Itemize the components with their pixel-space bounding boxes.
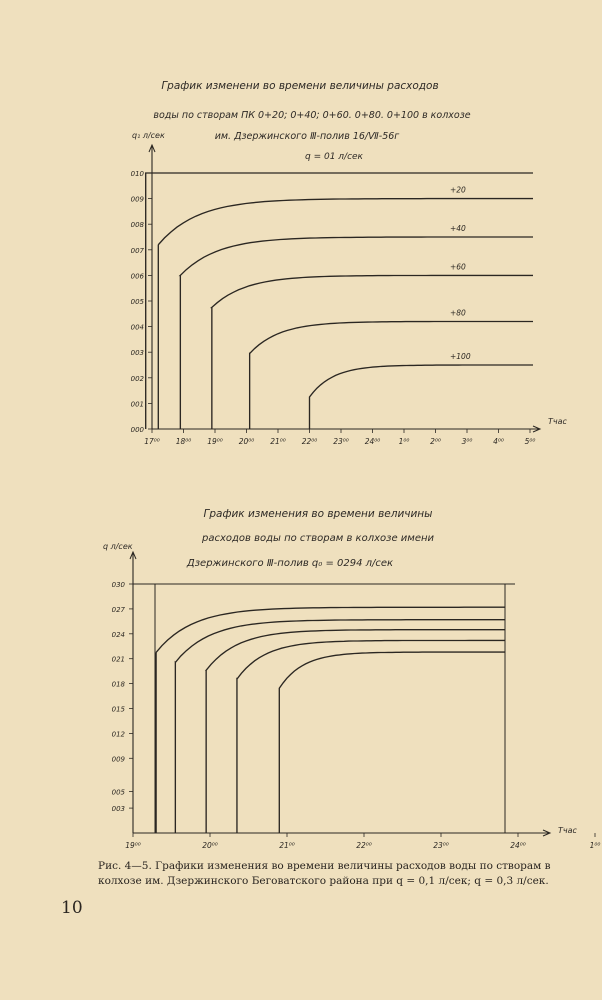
c1-series-line bbox=[180, 237, 533, 429]
c1-x-tick-label: 21⁰⁰ bbox=[270, 437, 286, 446]
c1-series-label: +80 bbox=[450, 308, 466, 318]
c1-y-tick-label: 009 bbox=[130, 195, 144, 204]
c1-x-tick-label: 24⁰⁰ bbox=[364, 437, 381, 446]
c1-x-tick-label: 20⁰⁰ bbox=[238, 437, 255, 446]
chart1-title-line-3: им. Дзержинского Ⅲ-полив 16/Ⅶ-56г bbox=[214, 131, 400, 142]
c2-y-tick-label: 021 bbox=[111, 655, 125, 664]
c2-y-tick-label: 003 bbox=[111, 805, 125, 814]
figure-caption: Рис. 4—5. Графики изменения во времени величины расходов воды по створам в колхозе им. Дзержинского Беговатского района при q = 0,1 л/сек; q = 0,3 л/сек. bbox=[98, 860, 551, 887]
c1-y-tick-label: 005 bbox=[130, 298, 144, 306]
c1-y-tick-label: 007 bbox=[130, 246, 144, 255]
c1-x-tick-label: 22⁰⁰ bbox=[301, 437, 318, 446]
c2-x-tick-label: 23⁰⁰ bbox=[433, 841, 449, 850]
chart2-title-line-3: Дзержинского Ⅲ-полив q₀ = 0294 л/сек bbox=[186, 558, 394, 569]
c1-y-tick-label: 000 bbox=[130, 426, 144, 434]
c2-y-tick-label: 030 bbox=[111, 581, 125, 589]
c1-series-line bbox=[250, 322, 533, 430]
chart2-y-axis-label: q л/сек bbox=[103, 542, 133, 551]
c1-y-tick-label: 008 bbox=[130, 221, 144, 230]
chart-1 bbox=[0, 60, 602, 530]
chart2-title-line-2: расходов воды по створам в колхозе имени bbox=[201, 533, 435, 544]
c1-series-line bbox=[158, 199, 533, 429]
c2-x-tick-label: 1⁰⁰ bbox=[589, 841, 601, 850]
chart2-x-axis-label: Tчас bbox=[558, 826, 577, 835]
c2-y-tick-label: 027 bbox=[111, 605, 125, 614]
c1-x-tick-label: 2⁰⁰ bbox=[430, 437, 441, 446]
c1-series-label: +60 bbox=[450, 262, 466, 272]
c1-series-line bbox=[212, 275, 533, 429]
c2-x-tick-label: 24⁰⁰ bbox=[510, 841, 526, 850]
c2-series-line bbox=[237, 640, 505, 833]
c1-y-tick-label: 004 bbox=[130, 323, 144, 332]
chart1-y-axis-label: q₁ л/сек bbox=[132, 131, 165, 140]
c2-y-tick-label: 005 bbox=[111, 788, 125, 797]
c1-series-line bbox=[310, 365, 534, 429]
c2-series-line bbox=[206, 630, 505, 833]
c1-series-label: +100 bbox=[450, 352, 471, 361]
c2-x-tick-label: 20⁰⁰ bbox=[202, 841, 218, 850]
c2-y-tick-label: 009 bbox=[111, 755, 125, 764]
c2-x-tick-label: 19⁰⁰ bbox=[125, 841, 141, 850]
c2-y-tick-label: 018 bbox=[111, 680, 125, 689]
c2-y-tick-label: 012 bbox=[111, 730, 125, 739]
chart1-title-line-1: График изменени во времени величины расходов bbox=[161, 80, 439, 92]
c1-series-line bbox=[146, 173, 533, 429]
c1-y-tick-label: 003 bbox=[130, 349, 144, 358]
c1-x-tick-label: 4⁰⁰ bbox=[493, 437, 504, 446]
chart1-x-axis-label: Tчас bbox=[548, 417, 567, 426]
c1-series-label: +20 bbox=[450, 185, 466, 195]
c2-y-tick-label: 015 bbox=[111, 705, 125, 714]
c1-y-tick-label: 006 bbox=[130, 272, 144, 281]
page-number: 10 bbox=[61, 898, 83, 918]
c2-y-tick-label: 024 bbox=[111, 630, 125, 639]
c1-x-tick-label: 23⁰⁰ bbox=[333, 437, 349, 446]
c1-y-tick-label: 010 bbox=[130, 170, 144, 178]
c1-x-tick-label: 17⁰⁰ bbox=[144, 437, 160, 446]
c1-x-tick-label: 3⁰⁰ bbox=[461, 437, 473, 446]
c1-y-tick-label: 001 bbox=[130, 400, 144, 409]
chart1-title-line-2: воды по створам ПК 0+20; 0+40; 0+60. 0+80. 0+100 в колхозе bbox=[153, 110, 471, 121]
c1-x-tick-label: 18⁰⁰ bbox=[175, 437, 192, 446]
chart2-title-line-1: График изменения во времени величины bbox=[203, 508, 433, 520]
c1-x-tick-label: 19⁰⁰ bbox=[207, 437, 223, 446]
c2-x-tick-label: 21⁰⁰ bbox=[279, 841, 295, 850]
c1-x-tick-label: 5⁰⁰ bbox=[524, 437, 536, 446]
chart1-subtitle: q = 01 л/сек bbox=[305, 152, 363, 162]
c2-series-line bbox=[279, 652, 505, 833]
chart-2 bbox=[0, 500, 602, 860]
c1-x-tick-label: 1⁰⁰ bbox=[398, 437, 410, 446]
c2-x-tick-label: 22⁰⁰ bbox=[356, 841, 372, 850]
c1-y-tick-label: 002 bbox=[130, 374, 144, 383]
c1-series-label: +40 bbox=[450, 224, 466, 233]
